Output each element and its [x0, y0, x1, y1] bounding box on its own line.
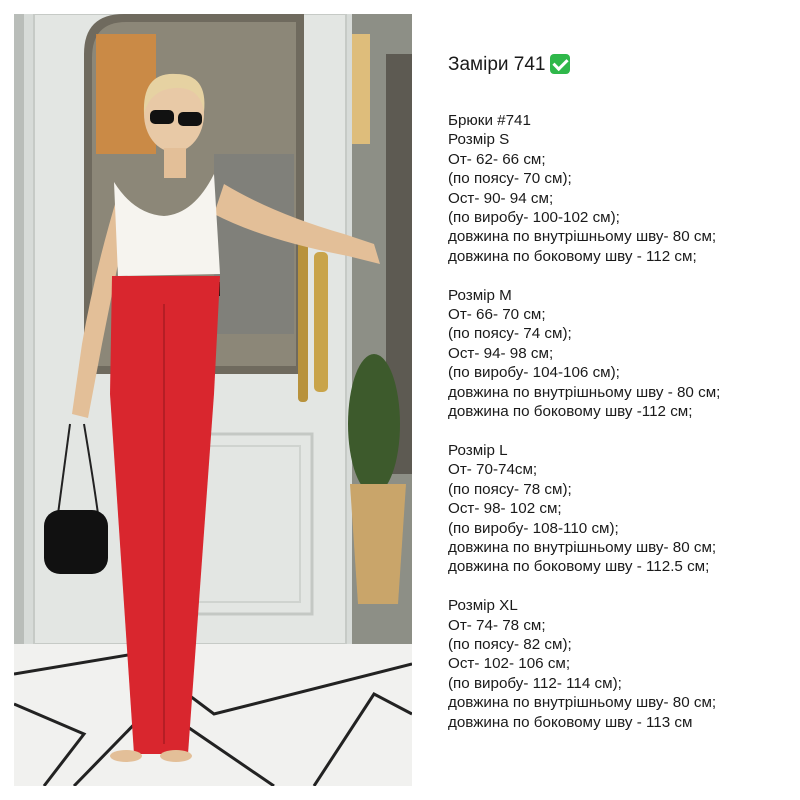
measurement-line: довжина по внутрішньому шву- 80 см; — [448, 694, 717, 712]
measurement-line: довжина по боковому шву - 112.5 см; — [448, 558, 710, 576]
size-label: Розмір S — [448, 131, 510, 149]
size-block-s — [448, 130, 788, 266]
size-chart-title — [448, 52, 788, 78]
measurement-line: (по поясу- 78 см); — [448, 480, 572, 498]
size-chart-panel — [448, 52, 788, 751]
title-text: Заміри 741 — [448, 54, 546, 75]
measurement-line: (по поясу- 82 см); — [448, 635, 572, 653]
measurement-line: От- 66- 70 см; — [448, 306, 546, 324]
measurement-line: Ост- 94- 98 см; — [448, 344, 554, 362]
measurement-line: (по виробу- 104-106 см); — [448, 364, 620, 382]
measurement-line: От- 62- 66 см; — [448, 150, 546, 168]
size-label: Розмір XL — [448, 597, 518, 615]
measurement-line: довжина по внутрішньому шву- 80 см; — [448, 538, 717, 556]
measurement-line: Ост- 98- 102 см; — [448, 500, 562, 518]
product-photo — [14, 14, 412, 786]
size-block-xl — [448, 596, 788, 732]
measurement-line: довжина по внутрішньому шву- 80 см; — [448, 228, 717, 246]
size-block-m — [448, 286, 788, 422]
size-label: Розмір M — [448, 286, 512, 304]
measurement-line: довжина по боковому шву - 112 см; — [448, 247, 697, 265]
measurement-line: довжина по боковому шву -112 см; — [448, 403, 693, 421]
product-line: Брюки #741 — [448, 112, 531, 129]
measurement-line: Ост- 102- 106 см; — [448, 655, 571, 673]
measurement-line: (по поясу- 70 см); — [448, 170, 572, 188]
size-block-l — [448, 441, 788, 577]
measurement-line: довжина по внутрішньому шву - 80 см; — [448, 383, 721, 401]
measurement-line: (по поясу- 74 см); — [448, 325, 572, 343]
model-illustration — [14, 14, 412, 786]
check-mark-icon — [550, 54, 570, 74]
measurement-line: довжина по боковому шву - 113 см — [448, 713, 693, 731]
measurement-line: (по виробу- 112- 114 см); — [448, 674, 622, 692]
measurement-line: (по виробу- 100-102 см); — [448, 209, 620, 227]
measurement-line: (по виробу- 108-110 см); — [448, 519, 619, 537]
size-label: Розмір L — [448, 441, 508, 459]
measurement-line: Ост- 90- 94 см; — [448, 189, 554, 207]
measurement-line: От- 74- 78 см; — [448, 616, 546, 634]
measurement-line: От- 70-74см; — [448, 461, 538, 479]
